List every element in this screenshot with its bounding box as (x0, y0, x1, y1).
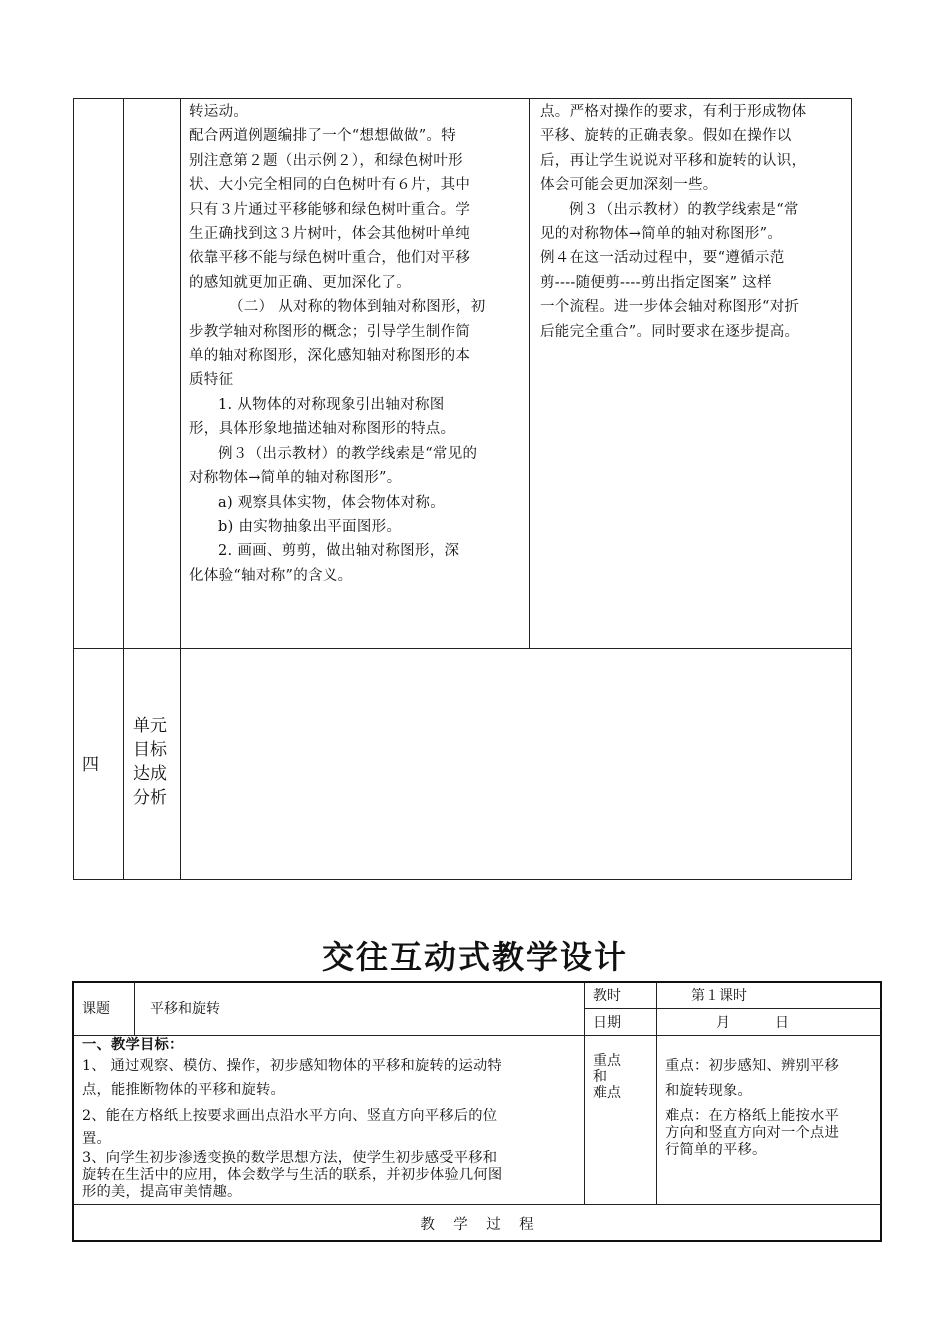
text-line: 只有３片通过平移能够和绿色树叶重合。学 (189, 201, 471, 218)
text-line: 生正确找到这３片树叶，体会其他树叶单纯 (189, 226, 471, 243)
section-label (133, 714, 167, 810)
key-points (665, 1054, 839, 1159)
text-line: （二） 从对称的物体到轴对称图形，初 (229, 299, 486, 316)
section-number: 四 (82, 755, 99, 775)
method-text-left (189, 100, 525, 588)
difficult-line: 难点：在方格纸上能按水平 (665, 1108, 839, 1124)
text-line: 例４在这一活动过程中，要“遵循示范 (540, 250, 785, 267)
text-line: 平移、旋转的正确表象。假如在操作以 (540, 128, 792, 145)
date-month: 月 (716, 1015, 730, 1031)
section-label-line: 分析 (133, 788, 167, 808)
text-line: 后能完全重合”。同时要求在逐步提高。 (540, 323, 800, 340)
text-line: 例３（出示教材）的教学线索是“常见的 (218, 445, 478, 462)
key-label-line: 重点 (593, 1053, 621, 1069)
goal-line: 2、能在方格纸上按要求画出点沿水平方向、竖直方向平移后的位 (82, 1108, 498, 1124)
topic-label: 课题 (82, 1001, 110, 1017)
text-line: 的感知就更加正确、更加深化了。 (189, 274, 411, 291)
text-line: 剪----随便剪----剪出指定图案” 这样 (540, 274, 772, 291)
section-label-line: 目标 (133, 740, 167, 760)
goal-line: 置。 (82, 1131, 111, 1147)
difficult-line: 行简单的平移。 (665, 1142, 767, 1158)
text-line: 一个流程。进一步体会轴对称图形“对折 (540, 299, 800, 316)
text-line: 后，再让学生说说对平移和旋转的认识， (540, 152, 807, 169)
text-line: 例３（出示教材）的教学线索是“常 (569, 201, 799, 218)
period-label: 教时 (593, 988, 621, 1004)
page-title: 交往互动式教学设计 (321, 938, 628, 976)
text-line: 对称物体→简单的轴对称图形”。 (189, 470, 402, 487)
text-line: 体会可能会更加深刻一些。 (540, 177, 718, 194)
text-line: 2. 画画、剪剪，做出轴对称图形，深 (218, 543, 460, 560)
period-value: 第１课时 (691, 988, 747, 1004)
text-line: b) 由实物抽象出平面图形。 (218, 518, 402, 535)
goal-line: 形的美，提高审美情趣。 (82, 1184, 242, 1200)
goal-line: 点，能推断物体的平移和旋转。 (82, 1082, 285, 1098)
text-line: 别注意第２题（出示例２），和绿色树叶形 (189, 152, 463, 169)
date-day: 日 (775, 1015, 789, 1031)
goals-heading: 一、教学目标： (82, 1037, 184, 1053)
text-line: 质特征 (189, 372, 234, 389)
process-label: 教 学 过 程 (420, 1217, 534, 1233)
key-line: 和旋转现象。 (665, 1083, 752, 1099)
difficult-line: 方向和竖直方向对一个点进 (665, 1125, 839, 1141)
text-line: 1. 从物体的对称现象引出轴对称图 (218, 396, 445, 413)
key-label-line: 难点 (593, 1085, 621, 1101)
text-line: 单的轴对称图形，深化感知轴对称图形的本 (189, 348, 471, 365)
key-line: 重点：初步感知、辨别平移 (665, 1058, 839, 1074)
text-line: 见的对称物体→简单的轴对称图形”。 (540, 226, 783, 243)
section-label-line: 达成 (133, 764, 167, 784)
text-line: 步教学轴对称图形的概念；引导学生制作简 (189, 323, 471, 340)
method-text-right (540, 100, 846, 344)
text-line: 配合两道例题编排了一个“想想做做”。特 (189, 128, 457, 145)
date-label: 日期 (593, 1015, 621, 1031)
text-line: 化体验“轴对称”的含义。 (189, 567, 353, 584)
text-line: 依靠平移不能与绿色树叶重合，他们对平移 (189, 250, 471, 267)
section-label-line: 单元 (133, 716, 167, 736)
topic-value: 平移和旋转 (150, 1001, 220, 1017)
text-line: 转运动。 (189, 104, 249, 120)
goal-line: 旋转在生活中的应用，体会数学与生活的联系，并初步体验几何图 (82, 1167, 503, 1183)
text-line: 形，具体形象地描述轴对称图形的特点。 (189, 421, 456, 438)
text-line: a) 观察具体实物，体会物体对称。 (218, 494, 446, 511)
text-line: 状、大小完全相同的白色树叶有６片，其中 (189, 177, 471, 194)
goal-line: 3、向学生初步渗透变换的数学思想方法，使学生初步感受平移和 (82, 1150, 498, 1166)
goal-line: 1、 通过观察、模仿、操作，初步感知物体的平移和旋转的运动特 (82, 1058, 502, 1074)
key-label-line: 和 (593, 1069, 607, 1085)
key-difficult-label (593, 1053, 621, 1101)
text-line: 点。严格对操作的要求，有利于形成物体 (540, 104, 807, 120)
teaching-goals (82, 1036, 582, 1201)
